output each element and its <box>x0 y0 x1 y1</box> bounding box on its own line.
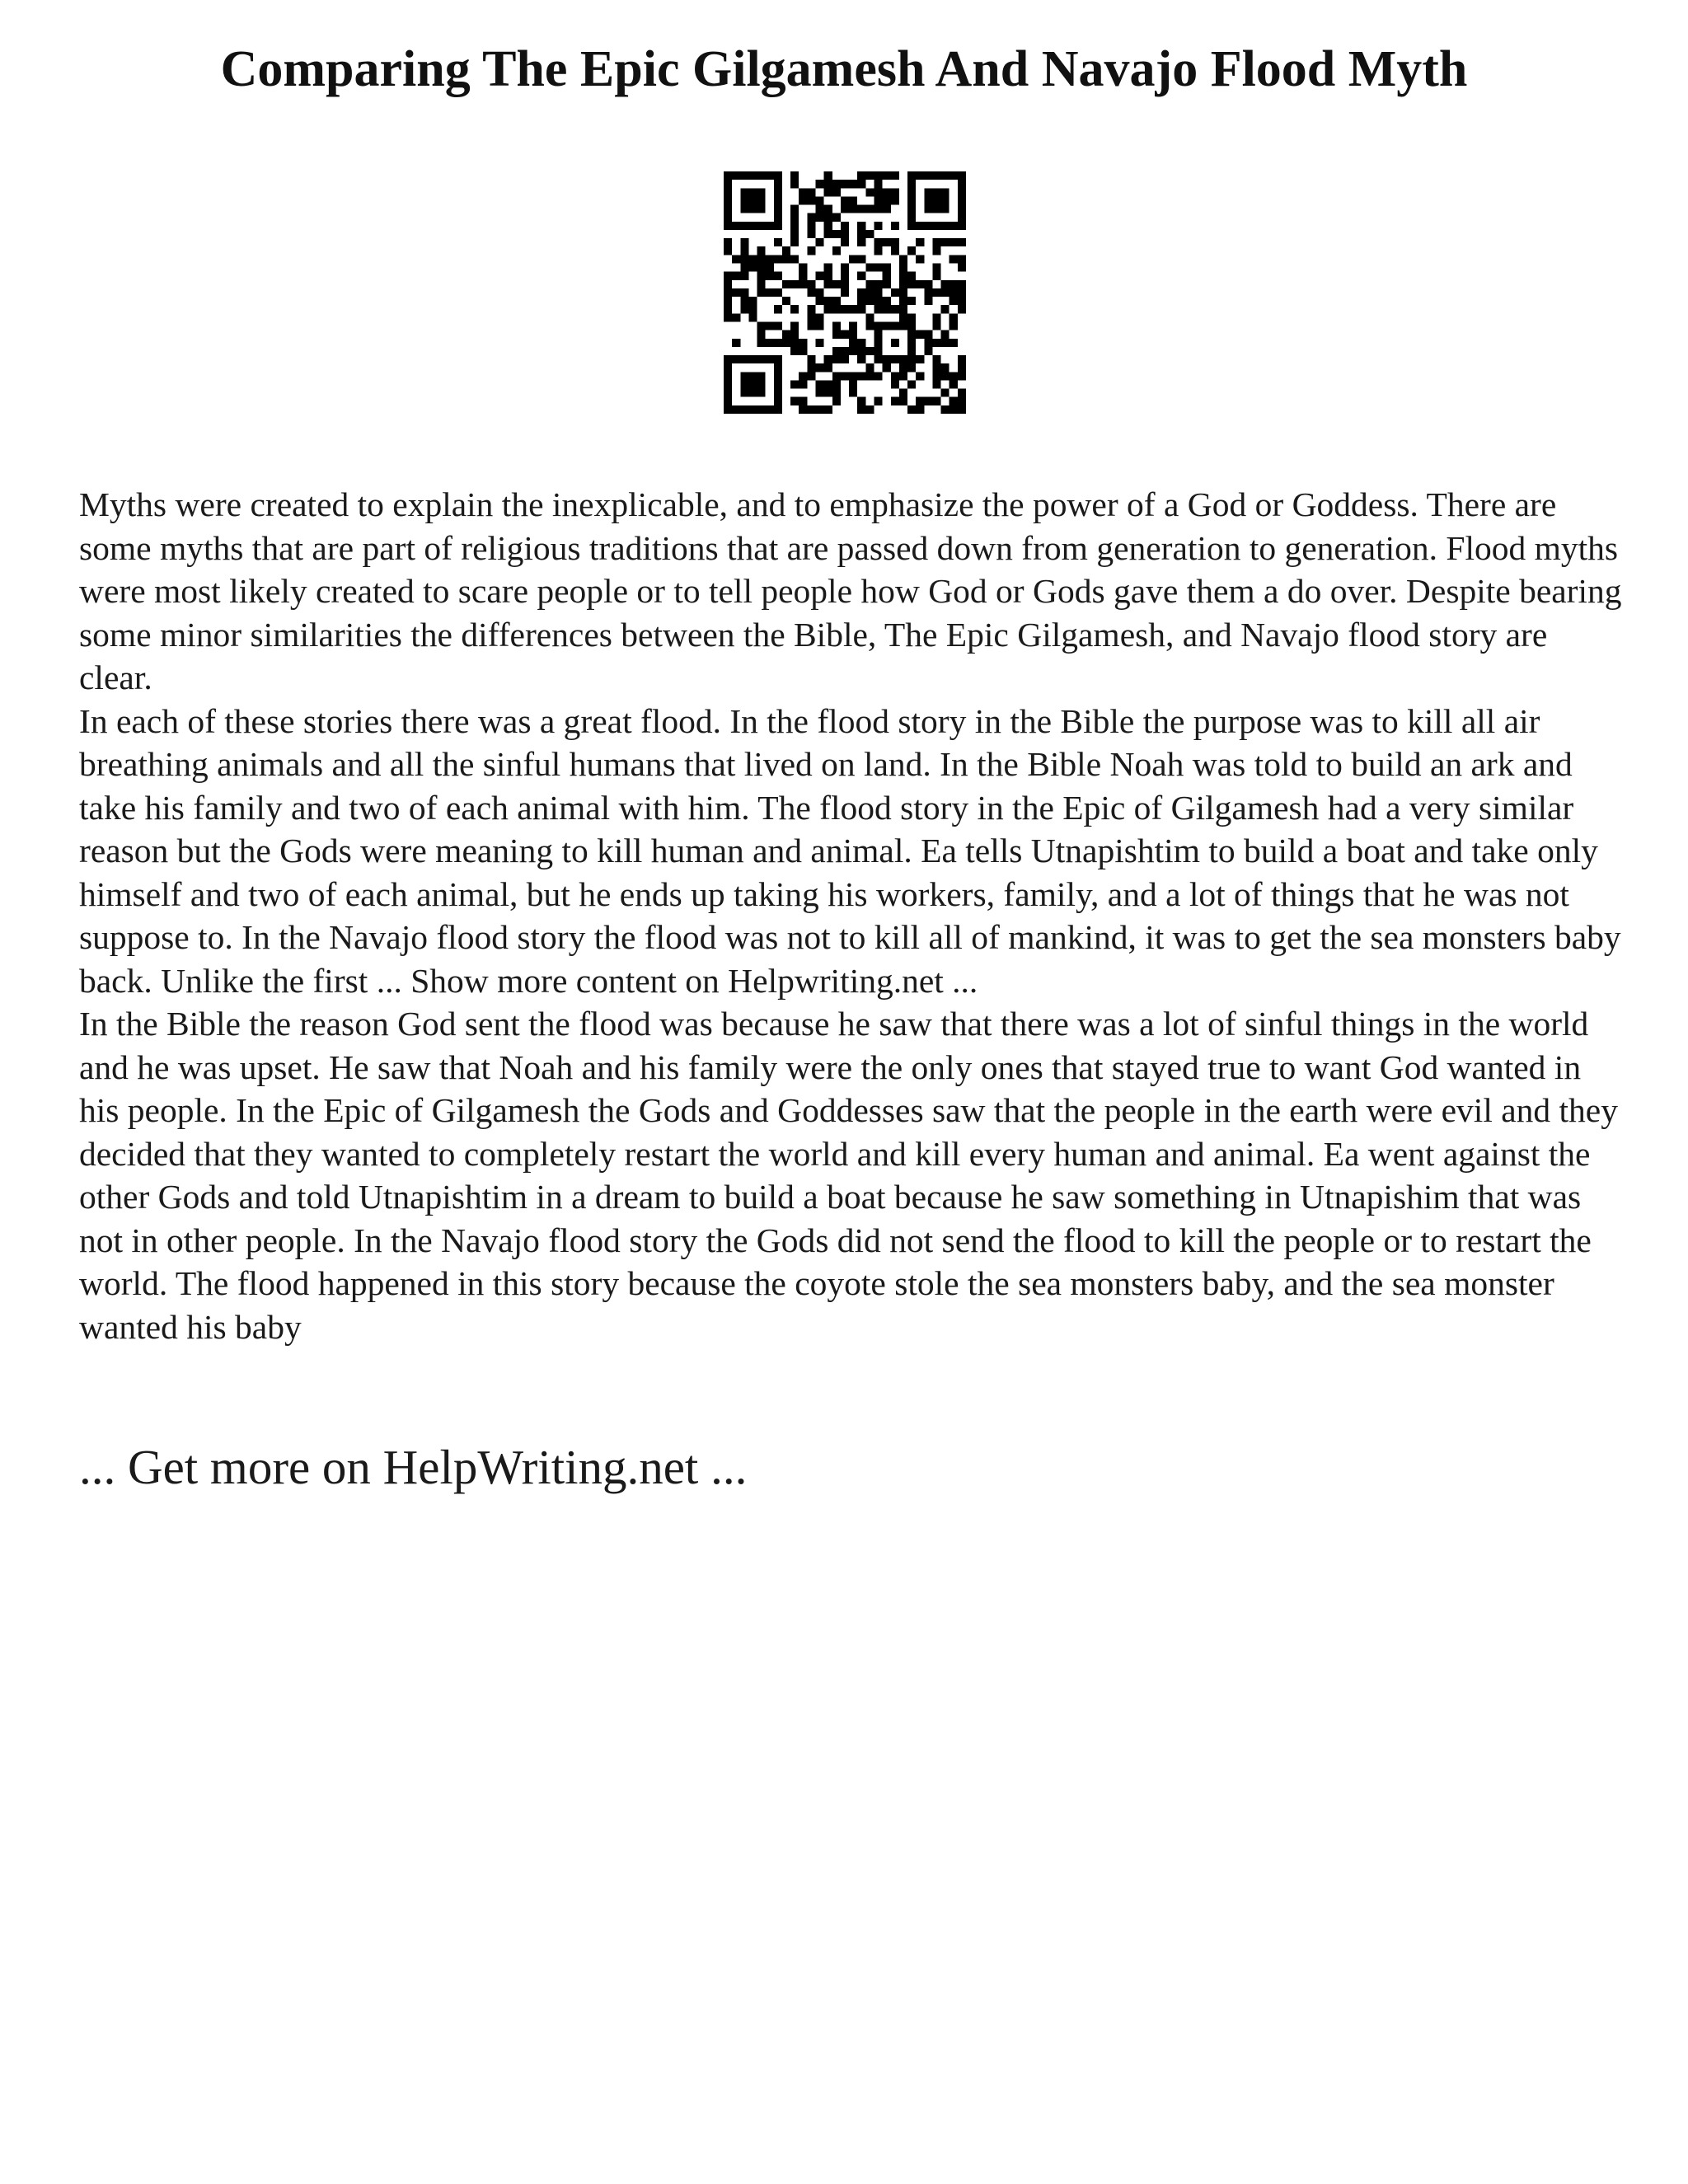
document-body <box>79 483 1629 1348</box>
document-title: Comparing The Epic Gilgamesh And Navajo Flood Myth <box>220 41 1468 97</box>
paragraph: Myths were created to explain the inexplicable, and to emphasize the power of a God or Goddess. There are some myths that are part of religious traditions that are passed down from generation to generation. Flood myths were most likely created to scare people or to tell people how God or Gods gave them a do over. Despite bearing some minor similarities the differences between the Bible, The Epic Gilgamesh, and Navajo flood story are clear. <box>79 485 1622 696</box>
qr-code-icon <box>724 171 966 414</box>
get-more-link[interactable]: ... Get more on HelpWriting.net ... <box>79 1440 748 1494</box>
paragraph: In each of these stories there was a great flood. In the flood story in the Bible the purpose was to kill all air breathing animals and all the sinful humans that lived on land. In the Bible Noah was told to build an ark and take his family and two of each animal with him. The flood story in the Epic of Gilgamesh had a very similar reason but the Gods were meaning to kill human and animal. Ea tells Utnapishtim to build a boat and take only himself and two of each animal, but he ends up taking his workers, family, and a lot of things that he was not suppose to. In the Navajo flood story the flood was not to kill all of mankind, it was to get the sea monsters baby back. Unlike the first ... Show more content on Helpwriting.net ... <box>79 701 1621 1000</box>
paragraph: In the Bible the reason God sent the flood was because he saw that there was a lot of sinful things in the world and he was upset. He saw that Noah and his family were the only ones that stayed true to want God wanted in his people. In the Epic of Gilgamesh the Gods and Goddesses saw that the people in the earth were evil and they decided that they wanted to completely restart the world and kill every human and animal. Ea went against the other Gods and told Utnapishtim in a dream to build a boat because he saw something in Utnapishim that was not in other people. In the Navajo flood story the Gods did not send the flood to kill the people or to restart the world. The flood happened in this story because the coyote stole the sea monsters baby, and the sea monster wanted his baby <box>79 1005 1618 1346</box>
